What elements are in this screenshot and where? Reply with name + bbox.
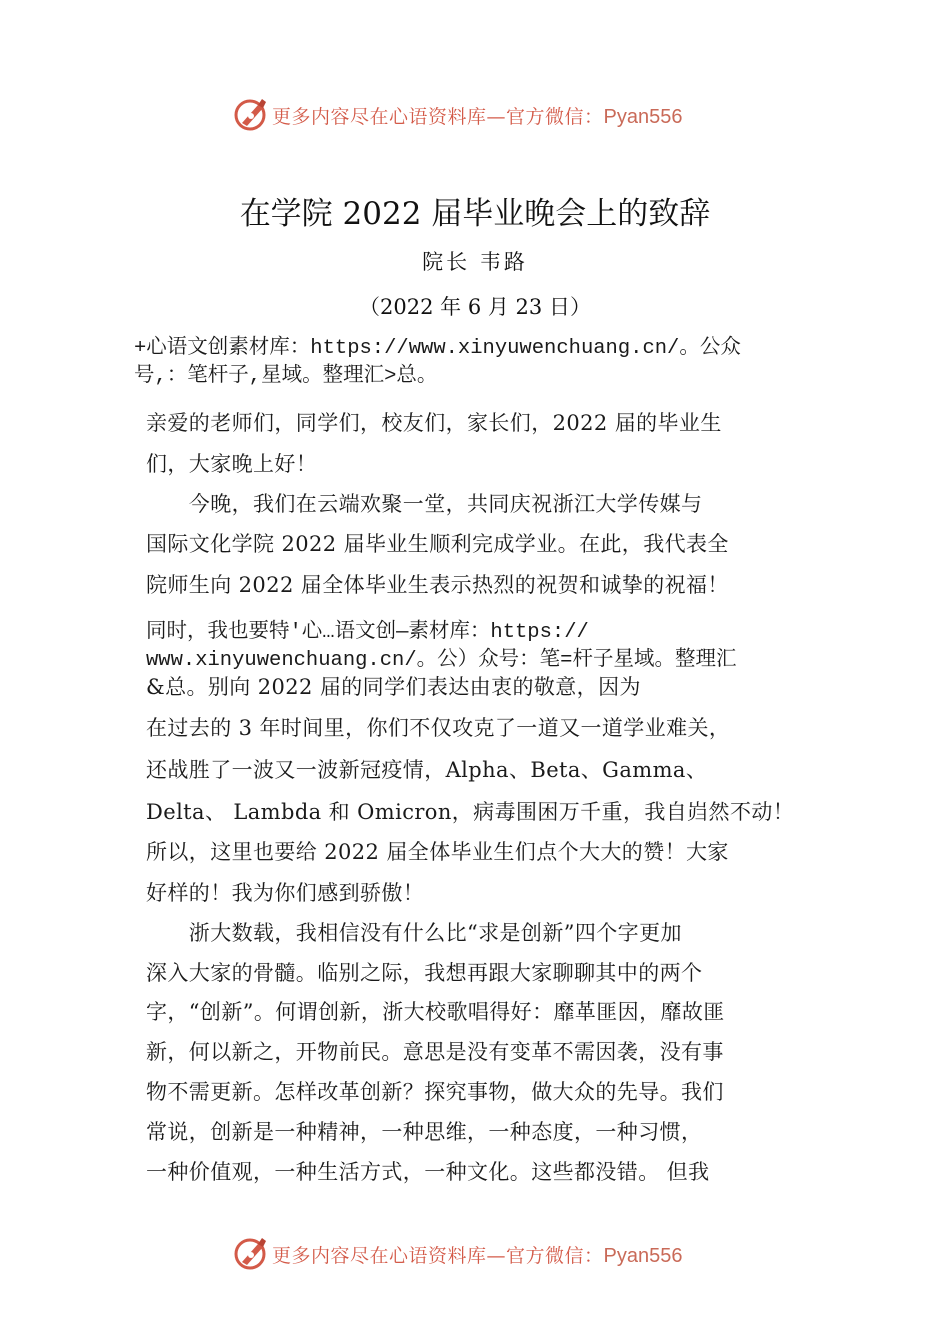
paragraph-line: 还战胜了一波又一波新冠疫情，Alpha、Beta、Gamma、 xyxy=(146,758,708,782)
header-banner xyxy=(0,94,950,134)
paragraph-line: www.xinyuwenchuang.cn/。公）众号：笔=杆子星域。整理汇 xyxy=(146,649,737,672)
paragraph-line: 在过去的 3 年时间里，你们不仅攻克了一道又一道学业难关， xyxy=(146,716,731,740)
pen-logo-icon xyxy=(233,1235,269,1271)
paragraph-line: 新，何以新之，开物前民。意思是没有变革不需因袭，没有事 xyxy=(146,1040,724,1064)
banner-text: 更多内容尽在心语资料库—官方微信：Pyan556 xyxy=(272,106,683,128)
paragraph-line: 好样的！我为你们感到骄傲！ xyxy=(146,881,425,905)
paragraph-line: 一种价值观，一种生活方式，一种文化。这些都没错。 但我 xyxy=(146,1160,710,1184)
paragraph-line: 字，“创新”。何谓创新，浙大校歌唱得好：靡革匪因，靡故匪 xyxy=(146,1000,725,1024)
paragraph-line: 国际文化学院 2022 届毕业生顺利完成学业。在此，我代表全 xyxy=(146,532,729,556)
footer-banner xyxy=(0,1233,950,1273)
notice-line: 号,：笔杆子,星域。整理汇>总。 xyxy=(134,365,438,388)
paragraph-line: 物不需更新。怎样改革创新？探究事物，做大众的先导。我们 xyxy=(146,1080,724,1104)
paragraph-line: 亲爱的老师们，同学们，校友们，家长们，2022 届的毕业生 xyxy=(146,411,722,435)
paragraph-line: 院师生向 2022 届全体毕业生表示热烈的祝贺和诚挚的祝福！ xyxy=(146,573,729,597)
pen-logo-icon xyxy=(233,96,269,132)
paragraph-line: &总。别向 2022 届的同学们表达由衷的敬意，因为 xyxy=(146,675,641,699)
author-line: 院长 韦路 xyxy=(422,250,528,274)
notice-line: +心语文创素材库：https://www.xinyuwenchuang.cn/。公众 xyxy=(134,337,741,360)
paragraph-line: 今晚，我们在云端欢聚一堂，共同庆祝浙江大学传媒与 xyxy=(146,492,703,516)
paragraph-line: 同时，我也要特'心…语文创—素材库：https:// xyxy=(146,621,589,644)
date-line: （2022 年 6 月 23 日） xyxy=(359,295,591,319)
wechat-id: Pyan556 xyxy=(603,1245,683,1267)
paragraph-line: 浙大数载，我相信没有什么比“求是创新”四个字更加 xyxy=(146,921,682,945)
paragraph-line: Delta、 Lambda 和 Omicron，病毒围困万千重，我自岿然不动！ xyxy=(146,800,795,824)
paragraph-line: 所以，这里也要给 2022 届全体毕业生们点个大大的赞！大家 xyxy=(146,840,729,864)
paragraph-line: 常说，创新是一种精神，一种思维，一种态度，一种习惯， xyxy=(146,1120,703,1144)
paragraph-line: 们，大家晚上好！ xyxy=(146,452,318,476)
banner-text: 更多内容尽在心语资料库—官方微信：Pyan556 xyxy=(272,1245,683,1267)
page-title: 在学院 2022 届毕业晚会上的致辞 xyxy=(239,196,711,232)
paragraph-line: 深入大家的骨髓。临别之际，我想再跟大家聊聊其中的两个 xyxy=(146,961,703,985)
wechat-id: Pyan556 xyxy=(603,106,683,128)
